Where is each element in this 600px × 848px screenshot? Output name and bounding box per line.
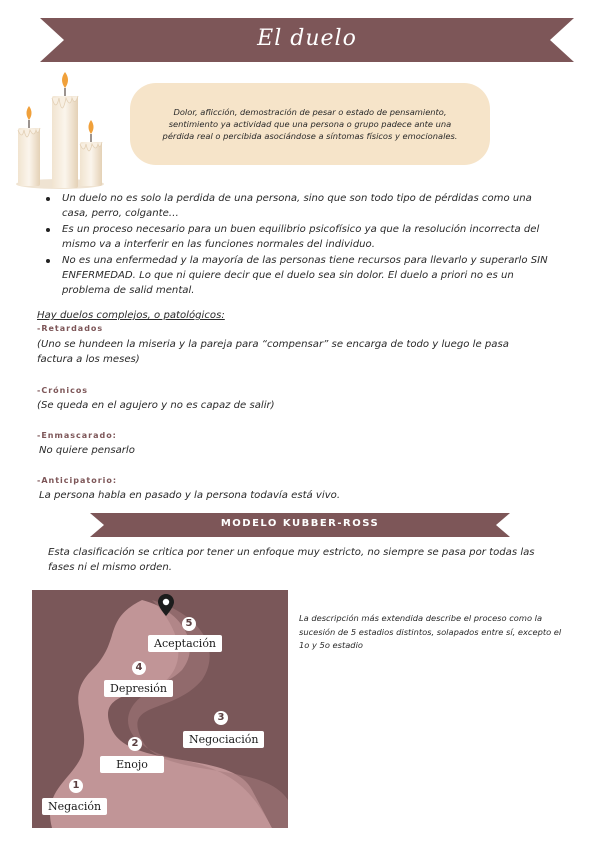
stage-negociacion: Negociación: [183, 731, 264, 748]
stage-negacion: Negación: [42, 798, 107, 815]
type-label-retardados: -Retardados: [37, 324, 104, 333]
list-item: Es un proceso necesario para un buen equilibrio psicofísico ya que la resolución incorrecta del mismo va a interferir en las funciones normales del individuo.: [62, 222, 552, 253]
title-banner: [40, 18, 574, 62]
model-note: Esta clasificación se critica por tener un enfoque muy estricto, no siempre se pasa por todas las fases ni el mismo orden.: [48, 547, 535, 574]
stage-aceptacion: Aceptación: [148, 635, 222, 652]
model-banner: [90, 513, 510, 537]
definition-box: [130, 83, 490, 165]
type-text-enmascarado: No quiere pensarlo: [39, 445, 135, 456]
stage-number-3: 3: [214, 711, 228, 725]
stages-infographic: [32, 590, 288, 828]
stage-enojo: Enojo: [100, 756, 164, 773]
type-label-enmascarado: -Enmascarado:: [37, 431, 117, 440]
type-text-cronicos: (Se queda en el agujero y no es capaz de salir): [37, 400, 275, 411]
list-item: Un duelo no es solo la perdida de una persona, sino que son todo tipo de pérdidas como una casa, perro, colgante…: [62, 191, 552, 222]
type-label-cronicos: -Crónicos: [37, 386, 89, 395]
definition-text: Dolor, aflicción, demostración de pesar o estado de pensamiento, sentimiento ya actividad que una persona o grupo padece ante una pérdida real o percibida asociándose a síntomas físicos y emocionales.: [162, 107, 458, 141]
model-description: La descripción más extendida describe el proceso como la sucesión de 5 estadios distintos, solapados entre sí, excepto el 1o y 5o estadio: [299, 613, 562, 650]
stage-depresion: Depresión: [104, 680, 173, 697]
stage-number-4: 4: [132, 661, 146, 675]
stage-number-5: 5: [182, 617, 196, 631]
location-pin-icon: [158, 594, 174, 616]
list-item: No es una enfermedad y la mayoría de las personas tiene recursos para llevarlo y superarlo SIN ENFERMEDAD. Lo que ni quiere decir que el duelo sea sin dolor. El duelo a priori no es un problema de salid mental.: [62, 253, 552, 299]
type-label-anticipatorio: -Anticipatorio:: [37, 476, 118, 485]
stage-number-2: 2: [128, 737, 142, 751]
complex-grief-heading: Hay duelos complejos, o patológicos:: [37, 310, 225, 321]
candles-illustration: [14, 72, 110, 192]
page-title: El duelo: [257, 26, 357, 51]
type-text-anticipatorio: La persona habla en pasado y la persona todavía está vivo.: [39, 490, 341, 501]
type-text-retardados: (Uno se hundeen la miseria y la pareja para “compensar” se encarga de todo y luego le pasa factura a los meses): [37, 339, 509, 366]
winding-road: [32, 590, 288, 828]
key-points-list: [62, 191, 552, 299]
model-title: MODELO KUBBER-ROSS: [220, 518, 380, 529]
stage-number-1: 1: [69, 779, 83, 793]
